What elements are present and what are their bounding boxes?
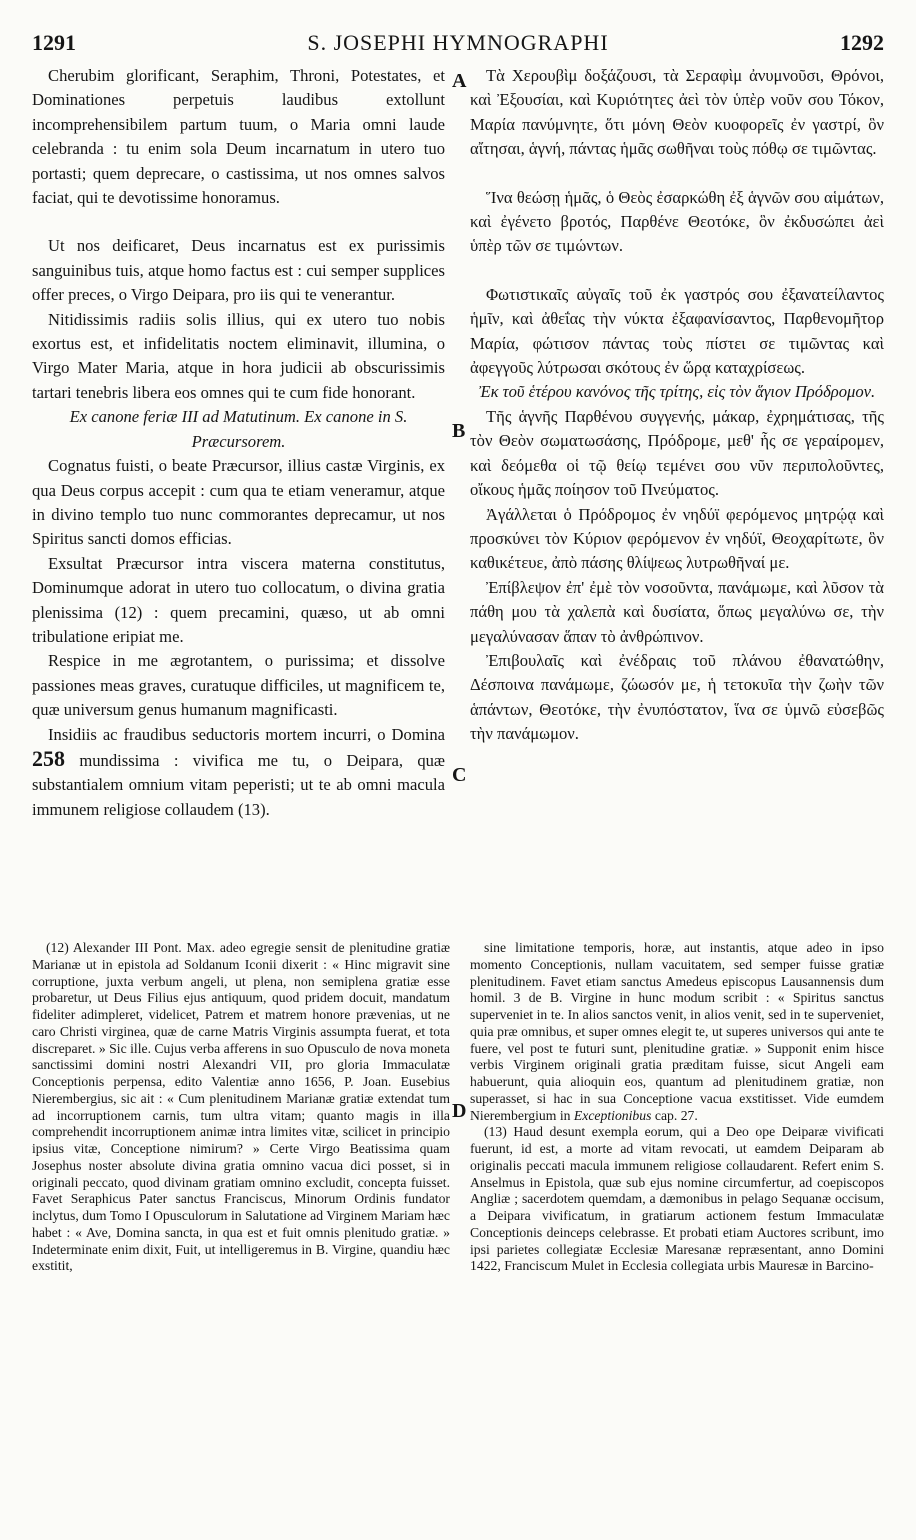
footnote-12-cont-end: cap. 27. <box>654 1107 698 1123</box>
greek-column <box>470 64 884 747</box>
latin-troparion-3: Nitidissimis radiis solis illius, qui ex utero tuo nobis exortus est, et infidelitatis noctem eliminavit, illumina, o Virgo Mater Maria, atque in hora judicii ab obscurissimis tartari tenebris libera eos omnes qui te cum fide honorant. <box>32 309 445 402</box>
greek-troparion-1: Τὰ Χερουβὶμ δοξάζουσι, τὰ Σεραφὶμ ἀνυμνοῦσι, Θρόνοι, καὶ Ἐξουσίαι, καὶ Κυριότητες ἀεὶ τὸν ὑπὲρ νοῦν σου Τόκον, Μαρία πανύμνητε, ὅτι μόνη Θεὸν κυοφορεῖς ἐν γαστρί, ὃν αἴτησαι, ἁγνή, πάντας ἡμᾶς σωθῆναι τοὺς πόθῳ σε τιμῶντας. <box>470 66 884 159</box>
latin-troparion-7-end: mundissima : vivifica me tu, o Deipara, quæ substantialem omnium vitam peperisti; ut te ab omni macula immunem religiose collaudem (13). <box>32 750 445 819</box>
footnotes-left <box>32 940 450 1275</box>
column-number: 258 <box>32 745 65 771</box>
greek-troparion-4: Τῆς ἁγνῆς Παρθένου συγγενής, μάκαρ, ἐχρημάτισας, τῆς τὸν Θεὸν σωματωσάσης, Πρόδρομε, μεθ' ἧς σε γεραίρομεν, καὶ δεόμεθα οἱ τῷ θείῳ τεμένει σου νῦν περιπολοῦντες, οἴκους ἡμᾶς ποίησον τοῦ Πνεύματος. <box>470 406 884 500</box>
footnote-12-cont-text: sine limitatione temporis, horæ, aut instantis, atque adeo in ipso momento Conceptionis, nullam vacuitatem, sed semper fuisse gratiæ plenitudinem. Favet etiam sanctus Amedeus episcopus Lausannensis dum homil. 3 de B. Virgine in hunc modum scribit : « Spiritus sanctus superveniet in te. In alios sanctos venit, in alios venit, sed in te superveniet, quia præ omnibus, et super omnes elegit te, ut superes universos qui ante te fuere, vel post te futuri sunt, plenitudine gratiæ. » Supponit enim hisce verbis Virginem originali gratia præditam fuisse, sicut Angeli eam habuerunt, quia alioquin eos, quantum ad plenitudinem gratiæ, non superasset, si hac in sua Conceptione vacua exstitisset. Vide eumdem Nierembergium in <box>470 940 884 1123</box>
footnote-12-continued <box>470 940 884 1124</box>
latin-column <box>32 64 445 822</box>
footnote-12-italic-title: Exceptionibus <box>573 1107 652 1123</box>
margin-letter-c: C <box>452 764 467 786</box>
greek-troparion-7: Ἐπιβουλαῖς καὶ ἐνέδραις τοῦ πλάνου ἐθανατώθην, Δέσποινα πανάμωμε, ζώωσόν με, ἡ τετοκυῖα τὴν ζωὴν τῶν ἁπάντων, Θεοτόκε, τὴν ἐνυπόστατον, ἵνα σε ὑμνῶ εὐσεβῶς τὴν πανάμωμον. <box>470 650 884 744</box>
latin-troparion-1: Cherubim glorificant, Seraphim, Throni, Potestates, et Dominationes perpetuis laudibus extollunt incomprehensibilem partum tuum, o Maria omni laude celebranda : tu enim sola Deum incarnatum in utero tuo portasti; quem deprecare, o castissima, ut nos omnes salvos faciat, qui te devotissime honoramus. <box>32 66 445 208</box>
greek-troparion-2: Ἵνα θεώσῃ ἡμᾶς, ὁ Θεὸς ἐσαρκώθη ἐξ ἁγνῶν σου αἱμάτων, καὶ ἐγένετο βροτός, Παρθένε Θεοτόκε, ὃν ἐκδυσώπει ἀεὶ ὑπὲρ τῶν σε τιμώντων. <box>470 187 884 256</box>
latin-troparion-6: Respice in me ægrotantem, o purissima; et dissolve passiones meas graves, curatuque difficiles, ut magnificem te, quæ universum genus humanum magnificasti. <box>32 651 445 720</box>
latin-troparion-5: Exsultat Præcursor intra viscera materna constitutus, Dominumque adorat in utero tuo collocatum, o divina gratia plenissima (12) : quem precamini, quæso, ut ab omni tribulatione eripiat me. <box>32 553 445 646</box>
latin-canon-heading: Ex canone feriæ III ad Matutinum. Ex canone in S. Præcursorem. <box>69 407 408 451</box>
greek-canon-heading: Ἐκ τοῦ ἑτέρου κανόνος τῆς τρίτης, εἰς τὸν ἅγιον Πρόδρομον. <box>478 382 876 402</box>
margin-letter-b: B <box>452 420 466 442</box>
greek-troparion-5: Ἀγάλλεται ὁ Πρόδρομος ἐν νηδύϊ φερόμενος μητρῴᾳ καὶ προσκύνει τὸν Κύριον φερόμενον ἐν νηδύϊ, Θεοχαρίτωτε, ὃν καθικέτευε, ἀπὸ πάσης θλίψεως λυτρωθῆναί με. <box>470 504 884 573</box>
footnotes-right <box>470 940 884 1275</box>
page-number-right: 1292 <box>840 30 884 55</box>
footnote-12: (12) Alexander III Pont. Max. adeo egregie sensit de plenitudine gratiæ Marianæ ut in epistola ad Soldanum Iconii dixerit : « Hinc migravit sine corruptione, juxta verbum angeli, ut plena, non semiplena gratiæ esse probaretur, ut Deus Filius ejus antiquum, quod pridem docuit, mandatum fideliter adimpleret, videlicet, Patrem et matrem honore prævenias, ut ne caro Christi virginea, quæ de carne Matris Virginis assumpta fuerat, et tota discreparet. » Sic ille. Cujus verba afferens in suo Opusculo de nova moneta sanctissimi domini nostri Alexandri VII, pro gloria Immaculatæ Conceptionis perpensa, edito Valentiæ anno 1656, P. Joan. Eusebius Nierembergius, sic ait : « Cum plenitudinem Marianæ gratiæ extendat tum ad incorruptionem carnis, tum ultra vitam; quanto magis in illa comprehendit incorruptionem animæ intra limites vitæ, scilicet in principio ipsius vitæ, Conceptione nimirum? » Certe Virgo Beatissima quam Josephus noster absolute divina gratia omnino vacua dici posset, si in originali peccato, quod divinam gratiam omnino excludit, concepta fuisset. Favet Seraphicus Pater sanctus Franciscus, Minorum Ordinis fundator inclytus, dum Tomo I Opusculorum in Salutatione ad Virginem Mariam hæc habet : « Ave, Domina sancta, in qua est et fuit omnis plenitudo gratiæ. » Indeterminate enim dixit, Fuit, ut intelligeremus in B. Virgine, quandiu hæc exstitit, <box>32 940 450 1274</box>
latin-troparion-2: Ut nos deificaret, Deus incarnatus est ex purissimis sanguinibus tuis, atque homo factus est : cui semper supplices offer preces, o Virgo Deipara, pro iis qui te venerantur. <box>32 236 445 305</box>
margin-letter-d: D <box>452 1100 467 1122</box>
latin-troparion-7 <box>32 723 445 823</box>
running-title: S. JOSEPHI HYMNOGRAPHI <box>307 30 609 55</box>
page-header <box>32 30 884 64</box>
greek-troparion-3: Φωτιστικαῖς αὐγαῖς τοῦ ἐκ γαστρός σου ἐξανατείλαντος ἡμῖν, καὶ ἀθεΐας τὴν νύκτα ἐξαφανίσαντος, Παρθενομῆτορ Μαρία, φώτισον πάντας τοὺς πίστει σε τιμῶντας καὶ ἀφεγγοῦς λύτρωσαι σκότους ἐν ὥρᾳ καταχρίσεως. <box>470 284 884 378</box>
greek-troparion-6: Ἐπίβλεψον ἐπ' ἐμὲ τὸν νοσοῦντα, πανάμωμε, καὶ λῦσον τὰ πάθη μου τὰ χαλεπὰ καὶ δυσίατα, ὅπως μεγαλύνω σε, τὴν μεγαλύνασαν ἅπαν τὸ ἀνθρώπινον. <box>470 577 884 646</box>
latin-troparion-4: Cognatus fuisti, o beate Præcursor, illius castæ Virginis, ex qua Deus corpus accepit : cum qua te etiam veneramur, atque in divino templo tuo nunc commorantes deprecamur, ut nos Spiritus sancti domos efficias. <box>32 456 445 549</box>
latin-troparion-7-start: Insidiis ac fraudibus seductoris mortem incurri, o Domina <box>48 724 445 744</box>
footnote-13: (13) Haud desunt exempla eorum, qui a Deo ope Deiparæ vivificati fuerunt, id est, a morte ad vitam revocati, ut eamdem Deiparam ab originalis peccati macula immunem religiose collaudarent. Refert enim S. Anselmus in Epistola, quæ sub ejus nomine circumfertur, ad coepiscopos Angliæ ; sacerdotem quemdam, a dæmonibus in pelago Sequanæ occisum, a Deipara vivificatum, in gratiarum actionem festum Immaculatæ Conceptionis deinceps celebrasse. Et probati etiam Auctores scribunt, imo ipsi parietes collegiatæ Ecclesiæ Maresanæ repræsentant, anno Domini 1422, Franciscum Mulet in Ecclesia collegiata urbis Mauresæ in Barcino- <box>470 1124 884 1274</box>
page-number-left: 1291 <box>32 30 76 55</box>
margin-letter-a: A <box>452 70 467 92</box>
